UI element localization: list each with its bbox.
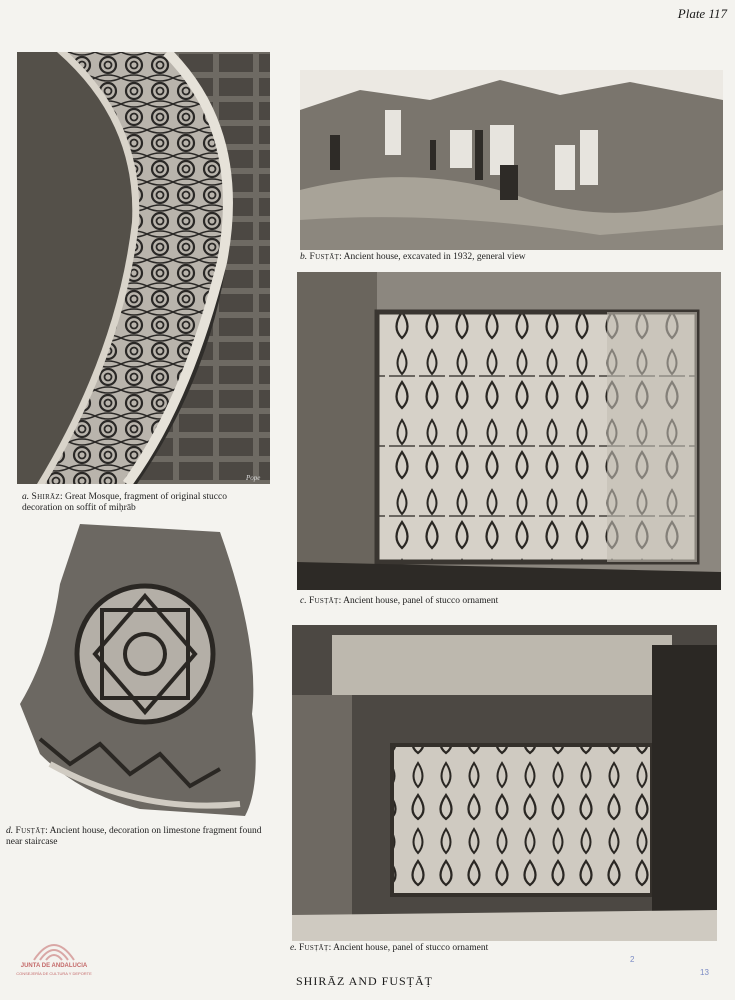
caption-c-text: : Ancient house, panel of stucco ornament — [338, 596, 499, 606]
caption-c-place: Fusṭāṭ — [308, 596, 339, 606]
caption-c — [300, 596, 720, 607]
caption-b-text: : Ancient house, excavated in 1932, general view — [339, 252, 526, 262]
photo-c-fustat-stucco-panel — [297, 272, 721, 590]
caption-b-letter: b. — [300, 252, 308, 262]
pencil-mark-2: 13 — [700, 968, 709, 977]
pencil-mark-1: 2 — [630, 955, 635, 964]
archive-stamp-logo — [14, 930, 94, 990]
caption-a-letter: a. — [22, 492, 30, 502]
caption-a — [22, 492, 262, 514]
caption-a-place: Shirāz — [31, 492, 60, 502]
stamp-line-1: JUNTA DE ANDALUCIA — [20, 963, 88, 969]
caption-b-place: Fusṭāṭ — [309, 252, 340, 262]
caption-e-text: : Ancient house, panel of stucco ornament — [328, 943, 489, 953]
stamp-line-2: CONSEJERÍA DE CULTURA Y DEPORTE — [16, 971, 92, 976]
photo-b-fustat-general-view — [300, 70, 723, 250]
plate-title: SHIRĀZ AND FUSṬĀṬ — [296, 974, 434, 988]
caption-b — [300, 252, 723, 263]
caption-d-letter: d. — [6, 826, 14, 836]
caption-a-text: : Great Mosque, fragment of original stucco decoration on soffit of miḥrāb — [22, 492, 227, 513]
caption-c-letter: c. — [300, 596, 307, 606]
caption-d — [6, 826, 268, 848]
photo-e-fustat-stucco-panel — [292, 625, 717, 941]
caption-d-place: Fusṭāṭ — [15, 826, 46, 836]
caption-d-text: : Ancient house, decoration on limestone fragment found near staircase — [6, 826, 262, 847]
photo-a-shiraz-stucco — [17, 52, 270, 484]
caption-e-letter: e. — [290, 943, 297, 953]
photo-d-limestone-fragment — [20, 524, 262, 816]
caption-e-place: Fusṭāṭ — [298, 943, 329, 953]
caption-e — [290, 943, 710, 954]
photographer-credit: Pope — [246, 474, 261, 482]
plate-number: Plate 117 — [677, 6, 727, 21]
